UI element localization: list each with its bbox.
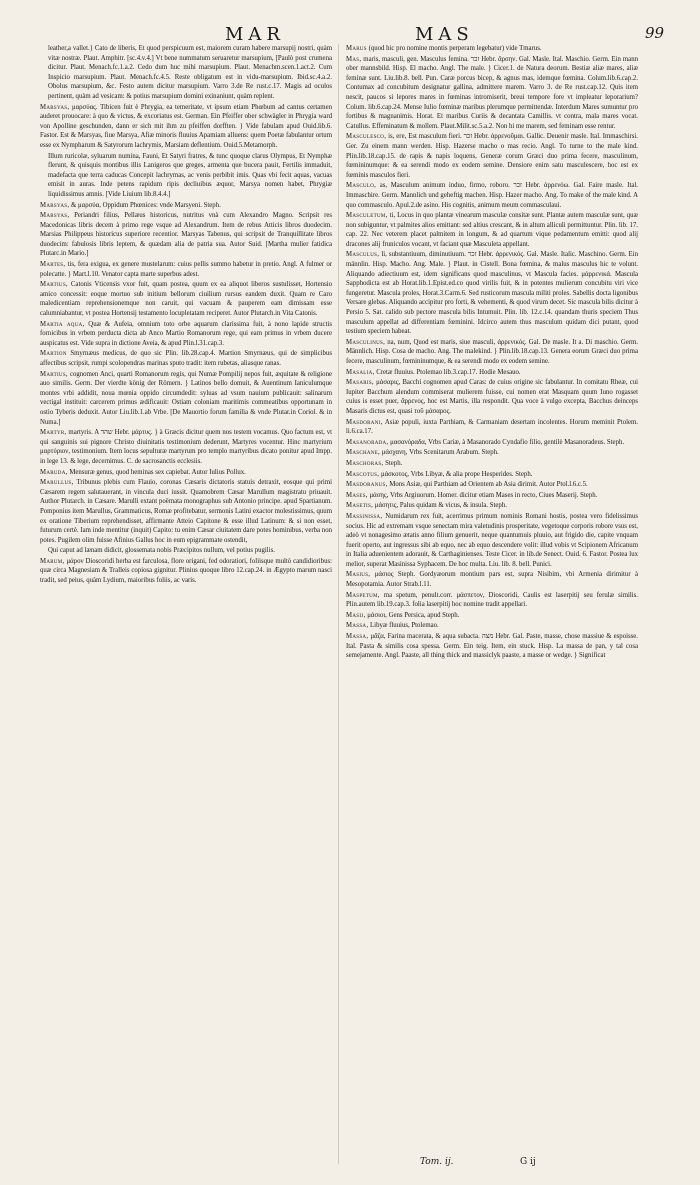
entry-headword: Maschoras, bbox=[346, 459, 384, 467]
dictionary-entry bbox=[40, 557, 332, 586]
dictionary-entry bbox=[346, 132, 638, 180]
dictionary-entry bbox=[346, 470, 638, 480]
entry-headword: Marsyas, bbox=[40, 103, 70, 111]
dictionary-entry bbox=[40, 428, 332, 466]
entry-text: μάρον Dioscoridi herba est farculosa, flore origani, fed odoratiori, foliisque multò candidioribus: quæ circa Magnesiam & Tralleis copiosa gignitur. Plinius quoque libro 12.cap.24. in Ægypto marum nasci tradit, sed peius, quàm Lydium, maioribus foliis, ac varis. bbox=[40, 557, 332, 585]
entry-text: Steph. bbox=[385, 459, 403, 467]
entry-text: Cretæ fluuius. Ptolemao lib.3.cap.17. Hodie Mesauo. bbox=[376, 368, 521, 376]
entry-text: leather,a vallet.} Cato de liberis, Et quod perspicuum est, maiorem curam habere marsupij nostri, quàm vitæ nostræ. Plaut. Amphitr. [sc.4.v.4.] Vt bene nummatum seruaretur marsupium, [Paulò post crumena dicitur. Plaut. Menach.fc.1.a.2. Cedo dum huc mihi marsupium. Plaut. Menachm.scen.1.act.2. Cum Inspicio marsupium. Plaut. Menach.fc.4.5. Reste obligatum est in vidu-marsupium. Ibid.sc.4.a.2. Obolus marsupium, &c. Festo autem dicitur marsupium. Varro 3.de Re rust.c.17. Magis ad oculos pertinent, quàm ad vesicam: & potius marsupium domini exinaniunt, quàm replent. bbox=[48, 45, 332, 100]
catchword: G ij bbox=[520, 1157, 536, 1167]
entry-text: μάσαρις, Bacchi cognomen apud Caras: de cuius origine sic fabulantur. In comitatu Rheæ, cui Iupiter Bacchum alendum commiserat mulierem fuisse, cui nomen erat Masquam quum Iuno rogasset cuius is esset puer, ἄρρενος, hoc est Martis, illa respondit. Qua voce à vulgo excepta, Bacchus deinceps Masaris dictus est, quasi τοῦ μάσαρος. bbox=[346, 379, 638, 415]
entry-text: na, num, Quod est maris, siue masculi, ἀρρενικός. Gal. De masle. It a. Di maschio. Germ. Männlich. Hisp. Cosa de macho. Ang. The malekind. } Plin.lib.18.cap.13. Genera eorum Græci duo prima fecere, masculinum, fœmininumque, & ea serendi modo ex eodem semine. bbox=[346, 338, 638, 365]
entry-text: Numidarum rex fuit, acerrimus primum nominis Romani hostis, postea vero fidelissimus socius. Hic ad extremam vsque senectam mira valetudinis prosperitate, vegetoque corporis robore vsus est, adeò vt nonagesimo ætatis anno filium genuerit, neque quantumuis pluuio, aut frigido die, capite vnquam fuerit operto, aut ingressus sibi ab equo, nec ab equo descendere volit: illud vobis vt Scipionem Africanum in Italia aduenientem adorauit, & Carthaginienses. Teste Cicer. in lib.de Senect. Ouid. 6. Fastor. Postea lux melior, superat Masinissa Syphacem. De hoc multa. Liu. lib. 8. bell. Punici. bbox=[346, 512, 638, 568]
entry-text: μάσητις, Palus quidam & vicus, & insula. Steph. bbox=[374, 502, 507, 510]
entry-headword: Massa, bbox=[346, 633, 369, 641]
dictionary-entry bbox=[346, 55, 638, 132]
right-column bbox=[346, 44, 638, 1154]
entry-headword: Masalia, bbox=[346, 368, 375, 376]
entry-headword: Martius, bbox=[40, 370, 68, 378]
dictionary-entry bbox=[346, 570, 638, 589]
entry-headword: Martion bbox=[40, 350, 67, 358]
entry-text: μάσκοτος, Vrbs Libyæ, & alia prope Hesperides. Steph. bbox=[380, 470, 533, 478]
dictionary-entry bbox=[346, 418, 638, 437]
dictionary-entry bbox=[346, 250, 638, 336]
entry-text: Qui caput ad lænam didicit, glossemata nobis Præcipitos nullum, vel potius pugilis. bbox=[48, 547, 275, 555]
entry-text: μασανόραδα, Vrbs Cariæ, à Masanorado Cyndafio filio, gentilè Masanoradeus. Steph. bbox=[390, 438, 625, 446]
dictionary-entry bbox=[346, 378, 638, 416]
entry-text: Illum ruricolæ, syluarum numina, Fauni, Et Satyri fratres, & tunc quoque clarus Olympus, Et Nymphæ flerunt, & quisquis montibus illis Lanigeros que greges, armenta que bucera pauit, Fertilis immaduit, madefacta que terra caducas Concepit lachrymas, ac venis perbibit imis. Quas vbi fecit aquas, vacuas emisit in auras. Inde petens rapidum ripis decliuibus æquor, Marsya nomen habet, Phrygiæ liquidissimus amnis. [Vide Liuium lib.8.4.4.] bbox=[48, 152, 332, 198]
entry-headword: Masius, bbox=[346, 571, 371, 579]
entry-headword: Mas, bbox=[346, 55, 362, 63]
entry-headword: Martes, bbox=[40, 261, 66, 269]
header-right-word: MAS bbox=[415, 24, 474, 45]
entry-text: & μαρσύα, Oppidum Phœnices: vnde Marsyeni. Steph. bbox=[71, 201, 221, 209]
entry-headword: Martyr, bbox=[40, 429, 67, 437]
entry-text: maris, masculi, gen. Masculus femina. זכר Hebr. ἄρσην. Gal. Masle. Ital. Maschio. Germ. Ein mann ober mannsbild. Hisp. El macho. Angl. The male. } Cicer.1. de Natura deorum. Bestiæ aliæ mares, aliæ feminæ sunt. Liu.lib.8. bell. Pun. Caræ porcus bicep, & agnus mas, idemque fœmina. Colum.lib.6.cap.2. Contumax ad concubitum designatur gallina, admittere marem. Varro 3. de Re rust.cap.12. Quis item nescit, paucos si lepores mares in fœminas intromiserit, breui tempore fore vt impleatur leporarium? Colum. lib.6.cap.24. Mense Iulio fœminæ maribus plerumque permittendæ. Interdum Mares sumuntur pro fortibus & magnanimis. Horat. Et maribus Curiis & decantata Camillis. vt contra, mala mares vocat. Catullus. Effeminatum & mollem. Plaut.Milit.sc.5.a.2. Non hi me marem, sed feminam esse rentur. bbox=[346, 55, 638, 130]
entry-text: μάσιοι, Gens Persica, apud Steph. bbox=[367, 611, 460, 619]
dictionary-entry bbox=[40, 211, 332, 259]
entry-headword: Masculinus, bbox=[346, 338, 386, 346]
entry-text: Smyrnæus medicus, de quo sic Plin. lib.28.cap.4. Martion Smyrnæus, qui de simplicibus affectibus scripsit, rumpi scolopendras marinas sputo tradit: item rubetas, aliasque ranas. bbox=[40, 350, 332, 367]
entry-headword: Masij, bbox=[346, 611, 366, 619]
dictionary-entry bbox=[40, 44, 332, 102]
dictionary-entry bbox=[346, 211, 638, 249]
entry-headword: Martius, bbox=[40, 281, 68, 289]
entry-headword: Masanorada, bbox=[346, 438, 389, 446]
header-left-word: MAR bbox=[225, 24, 285, 45]
page-footer bbox=[0, 1157, 700, 1173]
dictionary-entry bbox=[346, 368, 638, 378]
entry-headword: Massa, bbox=[346, 622, 369, 630]
dictionary-entry bbox=[346, 621, 638, 631]
entry-headword: Masculesco, bbox=[346, 133, 387, 141]
entry-text: μάσχανη, Vrbs Scenitarum Arabum. Steph. bbox=[381, 449, 499, 457]
dictionary-entry bbox=[40, 478, 332, 545]
entry-text: μάσιος Steph. Gordyæorum montium pars est, supra Nisibim, vbi Armenia dirimitur à Mesopotamia. Autor Strab.l.11. bbox=[346, 571, 638, 589]
entry-text: Tribunus plebis cum Flauio, coronas Cæsaris dictatoris statuis detraxit, eosque qui primi Cæsarem regem salutauerant, in vincula duci iussit. Quamobrem Cæsar Marullum magistratu priuauit. Author Plutarch. in Cæsare. Marulli extant poëmata monographus sub Antonio principe. apud Spartianum. Pomponius item Marullus, Grammaticus, Romæ profitebatur, sermonis Latini exactor molestissimus, quum ex oratione Tiberium reprehendisset, affirmante Atteio Capitone & esse illud Latinum: & si non esset, futurum certè. Iam inde mentitur (inquit) Capito: tu enim Cæsar ciuitatem dare potes hominibus, verba non potes. Pugilem olim fuisse Afinius Gallus hoc in eum epigrammate ostendit, bbox=[40, 479, 332, 544]
entry-headword: Marum, bbox=[40, 557, 65, 565]
dictionary-entry bbox=[40, 260, 332, 279]
dictionary-entry bbox=[346, 501, 638, 511]
entry-headword: Masculetum, bbox=[346, 212, 388, 220]
entry-text: is, ere, Est masculum fieri. זכר Hebr. ἀρρενοῦμαι. Gallic. Deuenir masle. Ital. Immaschirsi. Ger. Zu einem mann werden. Hisp. Hazerse macho o mas recio. Angl. To turne to the male kind. Plin.lib.18.cap.15. de rapis & napis loquens, Generæ corum Græci duo prima fecere, masculinum, fœmininumque: & ea serendi modo ex eodem semine. Densiore enim satu masculescere, hoc est ex fœminis masculos fieri. bbox=[346, 133, 638, 179]
entry-text: martyris. A שהד Hebr. μάρτυς. } à Græcis dicitur quem nos testem vocamus. Quo factum est, vt qui sanguinis sui pignore Christo diuinitatis testimonium dederunt, Martyres vocentur. Hinc martyrium μαρτύριον, testimonium. Item locus sepulturæ martyrum pro templo martyribus dicato ponitur apud Impp. in lege 13. & lege, decernimus. C. de sacrosanctis ecclesiis. bbox=[40, 429, 332, 465]
dictionary-entry bbox=[40, 370, 332, 428]
entry-text: Asiæ populi, iuxta Parthiam, & Carmaniam desertam incolentes. Horum meminit Ptolem. li.6.ca.17. bbox=[346, 418, 638, 436]
entry-headword: Maruda, bbox=[40, 468, 68, 476]
entry-text: μαρσύας. Tibicen fuit è Phrygia, ea temeritate, vt ipsum etiam Phœbum ad cantus certamen auderet prouocare: à quo & victus, & excoriatus est. German. Ein Pfeiffer ober schwägler in Phrygia ward von Apolline geschunden, dann er sich mit ihm zu pfeiffen dorfften. } Vide fabulam apud Ouid.lib.6. Fastor. Est & Marsyas, fiue Marsya, Afiæ minoris fluuius Apamiam alluens: quem Poetæ fabulantur ortum esse ex Nympharum & Satyrorum lachrymis, Marsiam deflentium. Ouid.5.Metamorph. bbox=[40, 103, 332, 149]
entry-text: ti, Locus in quo plantæ vinearum masculæ consitæ sunt. Plantæ autem masculæ sunt, quæ non subiguntur, vt palmites alios emittant: sed altius crescant, & in altum alliculi permittuntur. Plin. lib. 17. cap. 22. Nec veterem placet palmitem in longum, & ad quartum vique pedamentum emitti: quod alij dracones alij fruniculos vocant, vt faciant quæ Masculeta appellant. bbox=[346, 212, 638, 248]
entry-text: as, Masculum animum induo, firmo, roboro. זכר Hebr. ἀρρενόω. Gal. Faire masle. Ital. Immaschire. Germ. Mannlich und geheftig machen. Hisp. Hazer macho. Ang. To make of the male kind. A quo commasculo. Apul.2.de asino. His cognitis, animum meum commasculaui. bbox=[346, 182, 638, 209]
column-divider bbox=[338, 44, 339, 1164]
entry-text: μᾶζα, Farina macerata, & aqua subacta. מצה Hebr. Gal. Paste, masse, chose massiue & espoisse. Ital. Pasta & similis cosa spessa. Germ. Ein teig. Item, ein stuck. Hisp. La massa de pan, y tal cosa semejamente. Angl. Paaste, all thing thick and massiclyk paaste, a masse or wedge. } Significat bbox=[346, 633, 638, 660]
dictionary-entry bbox=[346, 438, 638, 448]
entry-headword: Martia aqua, bbox=[40, 320, 85, 328]
entry-headword: Maschane, bbox=[346, 449, 381, 457]
entry-text: (quod hic pro nomine montis perperam legebatur) vide Tmarus. bbox=[368, 45, 542, 52]
entry-text: Libyæ fluuius, Ptolemao. bbox=[370, 622, 439, 630]
entry-headword: Massinissa, bbox=[346, 512, 383, 520]
dictionary-entry bbox=[346, 611, 638, 621]
entry-headword: Masdoranus, bbox=[346, 481, 388, 489]
entry-text: li, substantiuum, diminutiuum. זכר Hebr. ἀρρενικός. Gal. Masle. Italic. Maschino. Germ. Ein männlin. Hisp. Macho. Ang. Male. } Plaut. in Cistell. Bona fœmina, & malus masculus hic te volunt. Aliquando adiectiuum est, idem significans quod masculinus, vt Mascula facies. μάρρενικά. Mascula Sapphodicta est ab Horat.lib.1.Epist.ed.co quod virilis fuit, & in potentes mulierum concubitu viri vice fungeretur. Mascula proles, Horat.3.Carm.6. Sed rusticorum mascula militi proles. Sabellis docta ligonibus Versare glebas. Aliquando accipitur pro forti, & vehementi, & quod virum decet. Sic mascula bilis dicitur à Persio 5. Sat. calido sub pectore mascula bilis Intumuit. Plin. lib. 12.c.14. quandam thuris speciem Thus masculum appellat ad differentiam fœminini. Idcirco autem thus masculum quidam dici putant, quod testium speciem habeat. bbox=[346, 251, 638, 336]
dictionary-entry bbox=[346, 480, 638, 490]
entry-text: tis, fera exigua, ex genere mustelarum: cuius pellis summo habetur in pretio. Angl. A fulmer or polecatte. } Mart.l.10. Venator capta marte superbus adest. bbox=[40, 261, 332, 278]
entry-text: cognomen Anci, quarti Romanorum regis, qui Numæ Pompilij nepos fuit, æquitate & religione auo similis. Germ. Der vierdte könig der Römern. } Latinos bello domuit, & Auentinum Ianiculumque montes vrbi addidit, noua mœnia oppido circumdedit: syluas ad vsum nauium publicauit: salinarum vectigal instituit: carcerem primus ædificauit: Ostiam coloniam maritimis commeatibus opportunam in ostio Tyberis deduxit. Autor Liu.lib.1.ab Vrbe. [De Mauortio forum familia & vnde Plutar.in Coriol. & in Numa.] bbox=[40, 370, 332, 426]
entry-headword: Masculus, bbox=[346, 251, 380, 259]
dictionary-entry bbox=[40, 320, 332, 349]
dictionary-entry bbox=[40, 468, 332, 478]
entry-text: Catonis Vticensis vxor fuit, quam postea, quum ex ea aliquot liberos sustulisset, Hortensio amico concessit: eoque mortuo sub initium bellorum ciuilium rursus eandem duxit. Quam re Caro maledicentiam reprehensionemque non caruit, qui vacuam & pauperem eam dimissam esse calumniabantur, vt postea Hortensij testamento locupletatam reciperet. Autor Plutarch.in Vita Catonis. bbox=[40, 281, 332, 318]
entry-headword: Masculo, bbox=[346, 182, 377, 190]
entry-headword: Masdorani, bbox=[346, 418, 383, 426]
dictionary-entry bbox=[346, 459, 638, 469]
entry-headword: Marsyas, bbox=[40, 201, 70, 209]
dictionary-entry bbox=[40, 546, 332, 556]
dictionary-entry bbox=[40, 280, 332, 318]
entry-headword: Marus bbox=[346, 45, 367, 52]
entry-headword: Mascotus, bbox=[346, 470, 380, 478]
entry-headword: Masetis, bbox=[346, 502, 374, 510]
entry-text: Periandri filius, Pellæus historicus, nutritus vnà cum Alexandro Magno. Scripsit res Macedonicas libris decem à primo rege vsque ad Alexandrum. Item de rebus Atticis libros duodecim. Marsias Philippeus historicus superiore recentior. Marsyas Tabenus, qui scripsit de Tranquillitate libros duodecim: fabulosis libris leptem, & quædam alia de patria sua. Autor Suid. [Martha mulier fatidica Plutarc.in Mario.] bbox=[40, 212, 332, 258]
dictionary-entry bbox=[346, 181, 638, 210]
dictionary-entry bbox=[346, 491, 638, 501]
left-column bbox=[40, 44, 332, 1154]
entry-text: ma spetum, penult.corr. μάσπετον, Dioscoridi, Caulis est laserpitij seu ferulæ similis. Plin.autem lib.19.cap.3. folia laserpitij hoc nomine tradit appellari. bbox=[346, 591, 638, 609]
signature-mark: Tom. ij. bbox=[420, 1157, 454, 1167]
entry-headword: Maspetum, bbox=[346, 591, 380, 599]
entry-text: Quæ & Aufeia, omnium toto orbe aquarum clarissima fuit, à nono lapide structis fornicibus in vrbem perducta dicta ab Anco Martio Romanorum rege, qui eam primus in vrbem ducere auspicatus est. Vide supra in dictione Aveia, & apud Plin.l.31.cap.3. bbox=[40, 320, 332, 347]
page-number: 99 bbox=[645, 24, 665, 42]
dictionary-entry bbox=[346, 512, 638, 570]
dictionary-entry bbox=[40, 201, 332, 211]
entry-text: Mensuræ genus, quod heminas sex capiebat. Autor Iulius Pollux. bbox=[69, 468, 246, 476]
dictionary-entry bbox=[346, 591, 638, 610]
entry-headword: Masaris, bbox=[346, 379, 374, 387]
dictionary-entry bbox=[40, 152, 332, 200]
dictionary-entry bbox=[40, 349, 332, 368]
dictionary-entry bbox=[346, 448, 638, 458]
entry-headword: Marullus, bbox=[40, 479, 74, 487]
dictionary-entry bbox=[346, 44, 638, 54]
entry-headword: Marsyas, bbox=[40, 212, 70, 220]
dictionary-entry bbox=[346, 632, 638, 661]
entry-text: μάσης, Vrbs Argiuorum. Homer. dicitur etiam Mases in recto, Ciues Maserij. Steph. bbox=[369, 491, 598, 499]
entry-text: Mons Asiæ, qui Parthiam ad Orientem ab Asia dirimit. Autor Ptol.l.6.c.5. bbox=[389, 481, 588, 489]
entry-headword: Mases, bbox=[346, 491, 368, 499]
dictionary-entry bbox=[346, 338, 638, 367]
dictionary-entry bbox=[40, 103, 332, 151]
